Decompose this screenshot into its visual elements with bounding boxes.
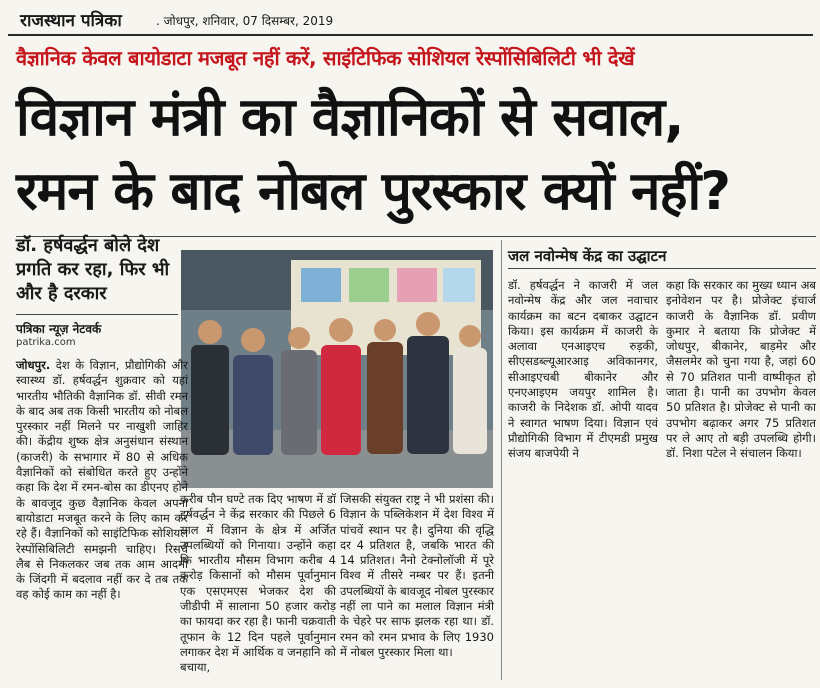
byline: पत्रिका न्यूज़ नेटवर्क: [16, 322, 102, 336]
sidebar-column-2: कहा कि सरकार का मुख्य ध्यान अब इनोवेशन पर है। प्रोजेक्ट इंचार्ज काजरी के वैज्ञानिक डॉ. प्रवीण कुमार ने बताया कि प्रोजेक्ट में जोधपुर, बीकानेर, बाड़मेर और जैसलमेर को चुना गया है, जहां 60 से 70 प्रतिशत पानी वाष्पीकृत हो जाता है। पानी का उपभोग केवल 50 प्रतिशत है। प्रोजेक्ट से पानी का उपभोग बढ़ाकर अगर 75 प्रतिशत पर ले आए तो बड़ी उपलब्धि होगी। डॉ. निशा पटेल ने संचालन किया।: [666, 278, 816, 461]
kicker-headline: वैज्ञानिक केवल बायोडाटा मजबूत नहीं करें, साइंटिफिक सोशियल रेस्पोंसिबिलिटी भी देखें: [16, 46, 635, 70]
photo-illustration: [181, 250, 493, 488]
sidebar-column-1: डॉ. हर्षवर्द्धन ने काजरी में जल नवोन्मेष केंद्र और जल नवाचार कार्यक्रम का बटन दबाकर उद्घाटन किया। इस कार्यक्रम में काजरी के अलावा एनआइएच रुड़की, सीएसडब्ल्यूआरआइ अविकानगर, सीआइएचबी बीकानेर और एनएआइएम जयपुर शामिल है। काजरी के निदेशक डॉ. ओपी यादव ने स्वागत भाषण दिया। विज्ञान एवं प्रौद्योगिकी विभाग में टीएमडी प्रमुख संजय बाजपेयी ने: [508, 278, 658, 461]
headline-line-2: रमन के बाद नोबल पुरस्कार क्यों नहीं?: [16, 161, 731, 222]
newspaper-name: राजस्थान पत्रिका: [20, 11, 122, 31]
article-column-2: करीब पौन घण्टे तक दिए भाषण में डॉ हर्षवर्द्धन ने केंद्र सरकार की पिछले 6 साल में विज्ञान के क्षेत्र में अर्जित उपलब्धियों को गिनाया। उन्होंने कहा कि भारतीय मौसम विभाग करीब 4 करोड़ किसानों को मौसम पूर्वानुमान एक एसएमएस भेजकर देश की जीडीपी में सालाना 50 हजार करोड़ का फायदा कर रहा है। फानी चक्रवाती तूफान के 12 दिन पहले पूर्वानुमान लगाकर देश में आर्थिक व जनहानि को बचाया,: [180, 492, 336, 675]
column-divider: [501, 240, 502, 680]
sidebar-rule: [508, 268, 816, 269]
subheadline: डॉ. हर्षवर्द्धन बोले देश प्रगति कर रहा, फिर भी और है दरकार: [16, 235, 170, 304]
article-column-3: जिसकी संयुक्त राष्ट्र ने भी प्रशंसा की। विज्ञान के पब्लिकेशन में देश विश्व में पांचवें स्थान पर है। दुनिया की वृद्धि दर 4 प्रतिशत है, जबकि भारत की 14 प्रतिशत। नैनो टेक्नोलॉजी में पूरे विश्व में तीसरे नम्बर पर हैं। इतनी उपलब्धियों के बावजूद नोबल पुरस्कार नहीं ला पाने का मलाल विज्ञान मंत्री के चेहरे पर साफ झलक रहा था। डॉ. रमन को रमन प्रभाव के लिए 1930 में नोबल पुरस्कार मिला था।: [340, 492, 494, 659]
masthead: [8, 6, 813, 36]
headline-line-1: विज्ञान मंत्री का वैज्ञानिकों से सवाल,: [16, 87, 684, 148]
article-column-1: [16, 358, 188, 603]
sidebar-headline: जल नवोन्मेष केंद्र का उद्घाटन: [508, 247, 667, 265]
dateline: . जोधपुर, शनिवार, 07 दिसम्बर, 2019: [156, 14, 334, 28]
website-link[interactable]: patrika.com: [16, 337, 76, 348]
event-photo: [181, 250, 493, 488]
dateline-city: जोधपुर.: [16, 358, 51, 372]
article-text-1: देश के विज्ञान, प्रौद्योगिकी और स्वास्थ्य डॉ. हर्षवर्द्धन शुक्रवार को यहां भारतीय भौतिकी वैज्ञानिक डॉ. सीवी रमन के बाद अब तक किसी भारतीय को नोबल पुरस्कार नहीं मिलने पर नाखुशी जाहिर की। केंद्रीय शुष्क क्षेत्र अनुसंधान संस्थान (काजरी) के सभागार में 80 से अधिक वैज्ञानिकों को संबोधित करते हुए उन्होंने कहा कि देश में रमन-बोस का डीएनए होने के बावजूद कुछ वैज्ञानिक केवल अपना बायोडाटा मजबूत करने के लिए काम कर रहे हैं। वैज्ञानिकों को साइंटिफिक सोशियल रेस्पोंसिबिलिटी समझनी चाहिए। रिसर्च लैब से निकलकर जब तक आम आदमी के जिंदगी में बदलाव नहीं कर दे तब तक वह कोई काम का नहीं है।: [16, 358, 188, 602]
subhead-rule: [16, 314, 178, 315]
